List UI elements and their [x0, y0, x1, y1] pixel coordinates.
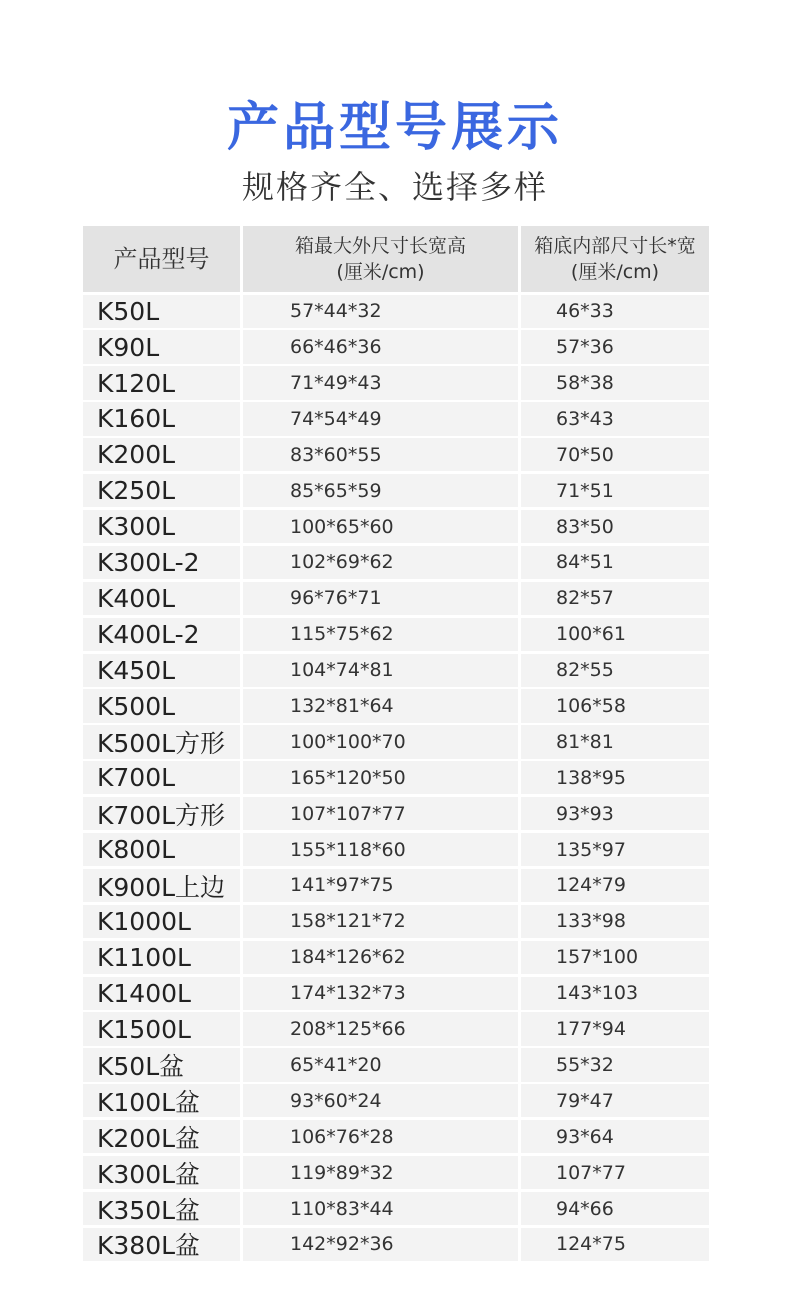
cell-inner-size: 82*55 — [521, 654, 709, 687]
page-subtitle: 规格齐全、选择多样 — [241, 168, 548, 206]
table-row — [83, 977, 709, 1010]
cell-outer-size: 93*60*24 — [243, 1084, 518, 1117]
cell-inner-size: 177*94 — [521, 1012, 709, 1045]
cell-inner-size: 81*81 — [521, 725, 709, 758]
table-row — [83, 402, 709, 435]
table-row — [83, 438, 709, 471]
cell-model: K1500L — [83, 1012, 240, 1045]
table-row — [83, 582, 709, 615]
cell-inner-size: 57*36 — [521, 330, 709, 363]
table-row — [83, 869, 709, 902]
cell-model: K500L — [83, 689, 240, 722]
cell-outer-size: 142*92*36 — [243, 1228, 518, 1261]
header-outer-line2: (厘米/cm) — [336, 261, 425, 283]
table-row — [83, 366, 709, 399]
table-row — [83, 330, 709, 363]
cell-model: K700L — [83, 761, 240, 794]
cell-inner-size: 46*33 — [521, 295, 709, 328]
cell-inner-size: 84*51 — [521, 546, 709, 579]
cell-outer-size: 155*118*60 — [243, 833, 518, 866]
cell-inner-size: 106*58 — [521, 689, 709, 722]
cell-inner-size: 138*95 — [521, 761, 709, 794]
cell-model: K1000L — [83, 905, 240, 938]
cell-model: K200L盆 — [83, 1120, 240, 1153]
cell-outer-size: 119*89*32 — [243, 1156, 518, 1189]
cell-outer-size: 57*44*32 — [243, 295, 518, 328]
cell-inner-size: 79*47 — [521, 1084, 709, 1117]
table-row — [83, 689, 709, 722]
cell-outer-size: 165*120*50 — [243, 761, 518, 794]
cell-inner-size: 94*66 — [521, 1192, 709, 1225]
header-model — [83, 226, 240, 292]
header-outer-size — [243, 226, 518, 292]
cell-model: K200L — [83, 438, 240, 471]
table-row — [83, 546, 709, 579]
table-row — [83, 1156, 709, 1189]
cell-inner-size: 82*57 — [521, 582, 709, 615]
cell-inner-size: 107*77 — [521, 1156, 709, 1189]
cell-model: K400L — [83, 582, 240, 615]
header-model-label: 产品型号 — [113, 245, 210, 273]
cell-model: K160L — [83, 402, 240, 435]
cell-model: K300L-2 — [83, 546, 240, 579]
cell-outer-size: 85*65*59 — [243, 474, 518, 507]
cell-model: K90L — [83, 330, 240, 363]
table-row — [83, 618, 709, 651]
table-row — [83, 510, 709, 543]
cell-outer-size: 83*60*55 — [243, 438, 518, 471]
cell-inner-size: 55*32 — [521, 1048, 709, 1081]
header-outer-line1: 箱最大外尺寸长宽高 — [294, 235, 466, 257]
cell-inner-size: 124*79 — [521, 869, 709, 902]
table-row — [83, 941, 709, 974]
table-body — [83, 295, 709, 1261]
spec-table — [83, 226, 709, 1261]
cell-inner-size: 83*50 — [521, 510, 709, 543]
cell-outer-size: 132*81*64 — [243, 689, 518, 722]
table-row — [83, 905, 709, 938]
cell-model: K500L方形 — [83, 725, 240, 758]
table-row — [83, 1012, 709, 1045]
cell-inner-size: 133*98 — [521, 905, 709, 938]
cell-inner-size: 63*43 — [521, 402, 709, 435]
header-inner-size — [521, 226, 709, 292]
table-row — [83, 654, 709, 687]
table-row — [83, 1084, 709, 1117]
cell-model: K120L — [83, 366, 240, 399]
cell-outer-size: 102*69*62 — [243, 546, 518, 579]
cell-outer-size: 208*125*66 — [243, 1012, 518, 1045]
cell-outer-size: 65*41*20 — [243, 1048, 518, 1081]
cell-inner-size: 93*64 — [521, 1120, 709, 1153]
table-row — [83, 474, 709, 507]
cell-model: K50L盆 — [83, 1048, 240, 1081]
cell-outer-size: 100*65*60 — [243, 510, 518, 543]
table-row — [83, 797, 709, 830]
page-title: 产品型号展示 — [226, 98, 563, 158]
cell-outer-size: 71*49*43 — [243, 366, 518, 399]
cell-inner-size: 70*50 — [521, 438, 709, 471]
cell-outer-size: 115*75*62 — [243, 618, 518, 651]
cell-model: K700L方形 — [83, 797, 240, 830]
cell-model: K1100L — [83, 941, 240, 974]
cell-model: K380L盆 — [83, 1228, 240, 1261]
cell-inner-size: 71*51 — [521, 474, 709, 507]
cell-model: K250L — [83, 474, 240, 507]
cell-outer-size: 66*46*36 — [243, 330, 518, 363]
cell-inner-size: 93*93 — [521, 797, 709, 830]
table-row — [83, 1192, 709, 1225]
cell-outer-size: 74*54*49 — [243, 402, 518, 435]
cell-model: K50L — [83, 295, 240, 328]
cell-outer-size: 106*76*28 — [243, 1120, 518, 1153]
cell-inner-size: 135*97 — [521, 833, 709, 866]
cell-outer-size: 141*97*75 — [243, 869, 518, 902]
table-row — [83, 761, 709, 794]
cell-model: K300L盆 — [83, 1156, 240, 1189]
table-row — [83, 833, 709, 866]
cell-outer-size: 184*126*62 — [243, 941, 518, 974]
table-row — [83, 295, 709, 328]
cell-outer-size: 96*76*71 — [243, 582, 518, 615]
cell-outer-size: 110*83*44 — [243, 1192, 518, 1225]
table-row — [83, 1120, 709, 1153]
header-inner-line1: 箱底内部尺寸长*宽 — [534, 235, 696, 257]
cell-model: K800L — [83, 833, 240, 866]
cell-model: K400L-2 — [83, 618, 240, 651]
cell-model: K1400L — [83, 977, 240, 1010]
table-header — [83, 226, 709, 292]
header-inner-line2: (厘米/cm) — [570, 261, 660, 283]
table-row — [83, 725, 709, 758]
cell-outer-size: 104*74*81 — [243, 654, 518, 687]
cell-model: K450L — [83, 654, 240, 687]
cell-inner-size: 58*38 — [521, 366, 709, 399]
cell-inner-size: 124*75 — [521, 1228, 709, 1261]
cell-model: K900L上边 — [83, 869, 240, 902]
cell-outer-size: 107*107*77 — [243, 797, 518, 830]
cell-outer-size: 174*132*73 — [243, 977, 518, 1010]
cell-model: K100L盆 — [83, 1084, 240, 1117]
cell-inner-size: 143*103 — [521, 977, 709, 1010]
cell-model: K350L盆 — [83, 1192, 240, 1225]
cell-model: K300L — [83, 510, 240, 543]
table-row — [83, 1048, 709, 1081]
cell-outer-size: 100*100*70 — [243, 725, 518, 758]
table-row — [83, 1228, 709, 1261]
cell-outer-size: 158*121*72 — [243, 905, 518, 938]
cell-inner-size: 157*100 — [521, 941, 709, 974]
cell-inner-size: 100*61 — [521, 618, 709, 651]
